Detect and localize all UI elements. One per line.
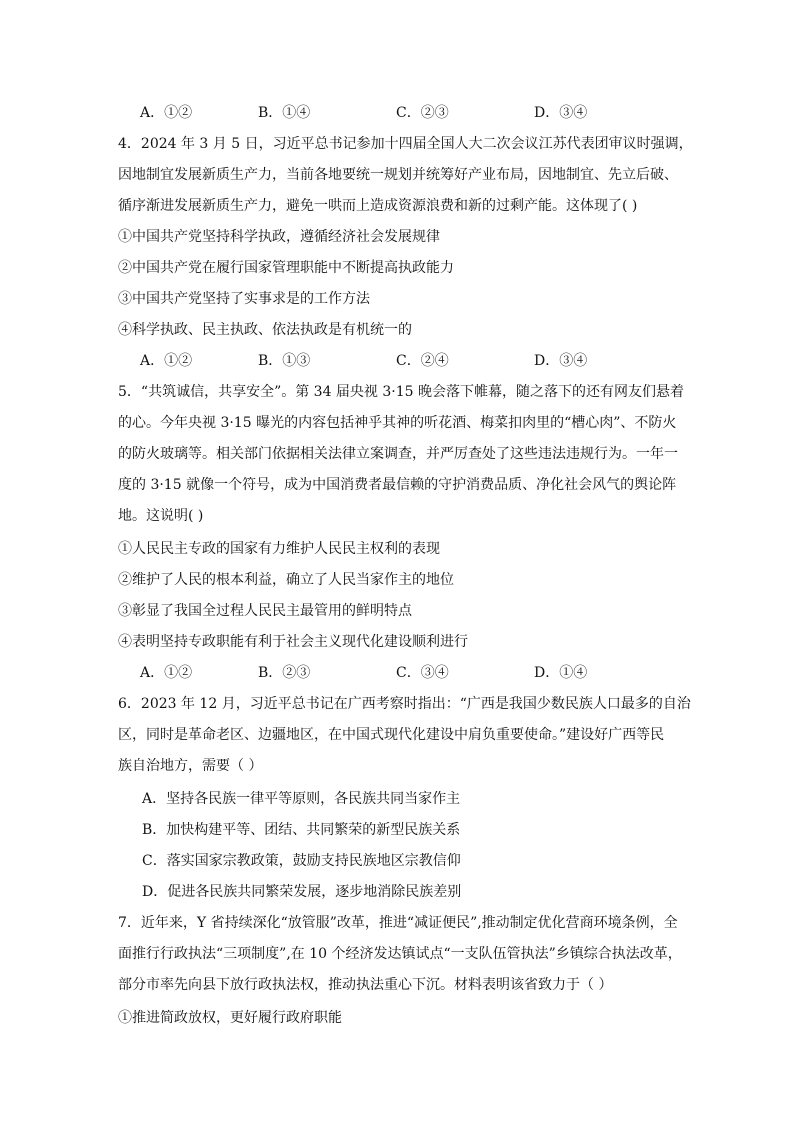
q7-stem-line: 7．近年来，Y 省持续深化“放管服”改革，推进“减证便民”,推动制定优化营商环境条例，全 — [118, 915, 678, 931]
q6-stem-line: 区，同时是革命老区、边疆地区，在中国式现代化建设中肩负重要使命。”建设好广西等民 — [118, 727, 665, 743]
q5-option-c: C．③④ — [396, 665, 449, 681]
q4-option-d: D．③④ — [534, 353, 588, 369]
q4-item-3: ③中国共产党坚持了实事求是的工作方法 — [118, 291, 370, 307]
q4-option-c: C．②④ — [396, 353, 449, 369]
q5-stem-line: 地。这说明( ) — [118, 508, 204, 524]
q4-stem-line: 循序渐进发展新质生产力，避免一哄而上造成资源浪费和新的过剩产能。这体现了( ) — [118, 198, 638, 214]
q5-stem-line: 5．“共筑诚信，共享安全”。第 34 届央视 3·15 晚会落下帷幕，随之落下的还有网友们悬着 — [118, 384, 685, 400]
q5-item-2: ②维护了人民的根本利益，确立了人民当家作主的地位 — [118, 572, 454, 588]
q5-option-b: B．②③ — [258, 665, 311, 681]
q5-stem-line: 度的 3·15 就像一个符号，成为中国消费者最信赖的守护消费品质、净化社会风气的舆论阵 — [118, 477, 677, 493]
q4-option-a: A．①② — [140, 353, 193, 369]
q6-choice-a: A．坚持各民族一律平等原则，各民族共同当家作主 — [142, 791, 461, 807]
q3-option-a: A．①② — [140, 105, 193, 121]
q7-stem-line: 面推行行政执法“三项制度”,在 10 个经济发达镇试点“一支队伍管执法”乡镇综合执法改革， — [118, 946, 682, 962]
q6-choice-b: B．加快构建平等、团结、共同繁荣的新型民族关系 — [142, 822, 461, 838]
q5-option-a: A．①② — [140, 665, 193, 681]
q5-option-d: D．①④ — [534, 665, 588, 681]
q5-stem-line: 的防火玻璃等。相关部门依据相关法律立案调查，并严厉查处了这些违法违规行为。一年一 — [118, 446, 678, 462]
q4-stem-line: 因地制宜发展新质生产力，当前各地要统一规划并统筹好产业布局，因地制宜、先立后破、 — [118, 167, 678, 183]
q4-item-2: ②中国共产党在履行国家管理职能中不断提高执政能力 — [118, 260, 454, 276]
q4-item-4: ④科学执政、民主执政、依法执政是有机统一的 — [118, 322, 412, 338]
q4-option-b: B．①③ — [258, 353, 311, 369]
q7-item-1: ①推进简政放权，更好履行政府职能 — [118, 1010, 342, 1026]
q5-stem-line: 的心。今年央视 3·15 曝光的内容包括神乎其神的听花酒、梅菜扣肉里的“槽心肉”、不防火 — [118, 415, 677, 431]
q4-item-1: ①中国共产党坚持科学执政，遵循经济社会发展规律 — [118, 229, 440, 245]
q4-stem-line: 4．2024 年 3 月 5 日，习近平总书记参加十四届全国人大二次会议江苏代表团审议时强调， — [118, 136, 693, 152]
q7-stem-line: 部分市率先向县下放行政执法权，推动执法重心下沉。材料表明该省致力于（ ） — [118, 977, 613, 993]
q6-stem-line: 6．2023 年 12 月，习近平总书记在广西考察时指出：“广西是我国少数民族人口最多的自治 — [118, 696, 691, 712]
q6-stem-line: 族自治地方，需要（ ） — [118, 758, 263, 774]
q5-item-4: ④表明坚持专政职能有利于社会主义现代化建设顺利进行 — [118, 634, 468, 650]
q3-option-b: B．①④ — [258, 105, 311, 121]
q5-item-3: ③彰显了我国全过程人民民主最管用的鲜明特点 — [118, 603, 412, 619]
q3-option-d: D．③④ — [534, 105, 588, 121]
q3-option-c: C．②③ — [396, 105, 449, 121]
q6-choice-c: C．落实国家宗教政策，鼓励支持民族地区宗教信仰 — [142, 853, 461, 869]
q5-item-1: ①人民民主专政的国家有力维护人民民主权利的表现 — [118, 541, 440, 557]
q6-choice-d: D．促进各民族共同繁荣发展，逐步地消除民族差别 — [142, 884, 462, 900]
